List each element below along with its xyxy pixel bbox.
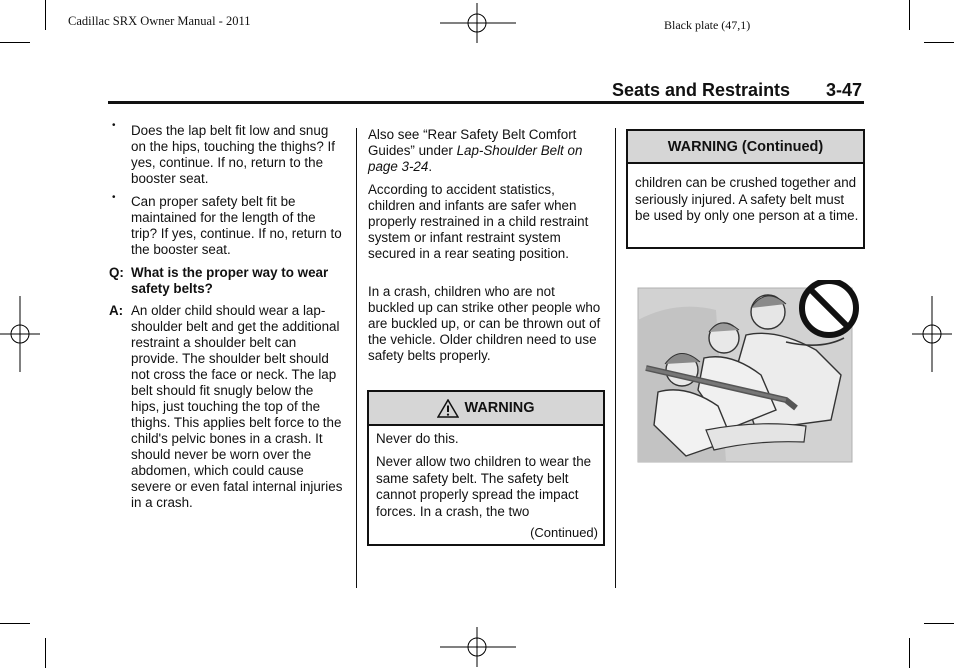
bullet-icon: • [112, 120, 116, 131]
warning-continued-text: children can be crushed together and seriously injured. A safety belt must be used by only one person at a time. [635, 175, 859, 224]
warning-header [369, 392, 603, 426]
illustration-two-children-one-belt [636, 280, 862, 466]
warning-continued-box [626, 129, 865, 249]
bullet-icon: • [112, 192, 116, 203]
warning-text: Never do this. [376, 431, 459, 446]
page-number: 3-47 [826, 80, 863, 100]
bullet-item: Can proper safety belt fit be maintained for the length of the trip? If yes, continue. If no, return to the booster seat. [131, 194, 342, 257]
warning-continued-header: WARNING (Continued) [628, 131, 863, 164]
crash-paragraph: In a crash, children who are not buckled up can strike other people who are buckled up, or can be thrown out of the vehicle. Older children need to use safety belts properly. [368, 284, 601, 363]
continued-label: (Continued) [530, 525, 598, 540]
cross-reference-link[interactable]: Lap-Shoulder Belt on page 3-24 [368, 143, 583, 174]
crop-mark [909, 0, 910, 30]
statistics-paragraph: According to accident statistics, children and infants are safer when properly restrained in a child restraint system or infant restraint system secured in a rear seating position. [368, 182, 589, 261]
plate-label: Black plate (47,1) [664, 18, 751, 32]
warning-text: Never allow two children to wear the same safety belt. The safety belt cannot properly spread the impact forces. In a crash, the two [376, 454, 592, 520]
crop-mark [45, 0, 46, 30]
question-label: Q: [109, 265, 124, 280]
header-rule [108, 101, 864, 104]
crop-mark [924, 623, 954, 624]
registration-mark-right [912, 296, 952, 372]
question-text: What is the proper way to wear safety belts? [131, 265, 329, 296]
crop-mark [0, 42, 30, 43]
registration-mark-bottom [440, 627, 516, 667]
see-also-paragraph: Also see “Rear Safety Belt Comfort Guides” under Lap-Shoulder Belt on page 3-24. [368, 127, 583, 174]
column-divider [356, 128, 357, 588]
warning-triangle-icon [437, 399, 459, 418]
crop-mark [45, 638, 46, 668]
crop-mark [909, 638, 910, 668]
bullet-item: Does the lap belt fit low and snug on the hips, touching the thighs? If yes, continue. If no, return to the booster seat. [131, 123, 335, 186]
section-title: Seats and Restraints [612, 80, 791, 100]
registration-mark-top [440, 3, 516, 43]
crop-mark [0, 623, 30, 624]
column-divider [615, 128, 616, 588]
manual-title: Cadillac SRX Owner Manual - 2011 [68, 14, 251, 28]
registration-mark-left [0, 296, 40, 372]
answer-text: An older child should wear a lap-shoulder belt and get the additional restraint a shoulder belt can provide. The shoulder belt should not cross the face or neck. The lap belt should fit snugly below the hips, just touching the top of the thighs. This applies belt force to the child's pelvic bones in a crash. It should never be worn over the abdomen, which could cause severe or even fatal internal injuries in a crash. [131, 303, 343, 510]
crop-mark [924, 42, 954, 43]
warning-box [367, 390, 605, 546]
answer-label: A: [109, 303, 124, 318]
warning-title: WARNING [464, 400, 535, 416]
